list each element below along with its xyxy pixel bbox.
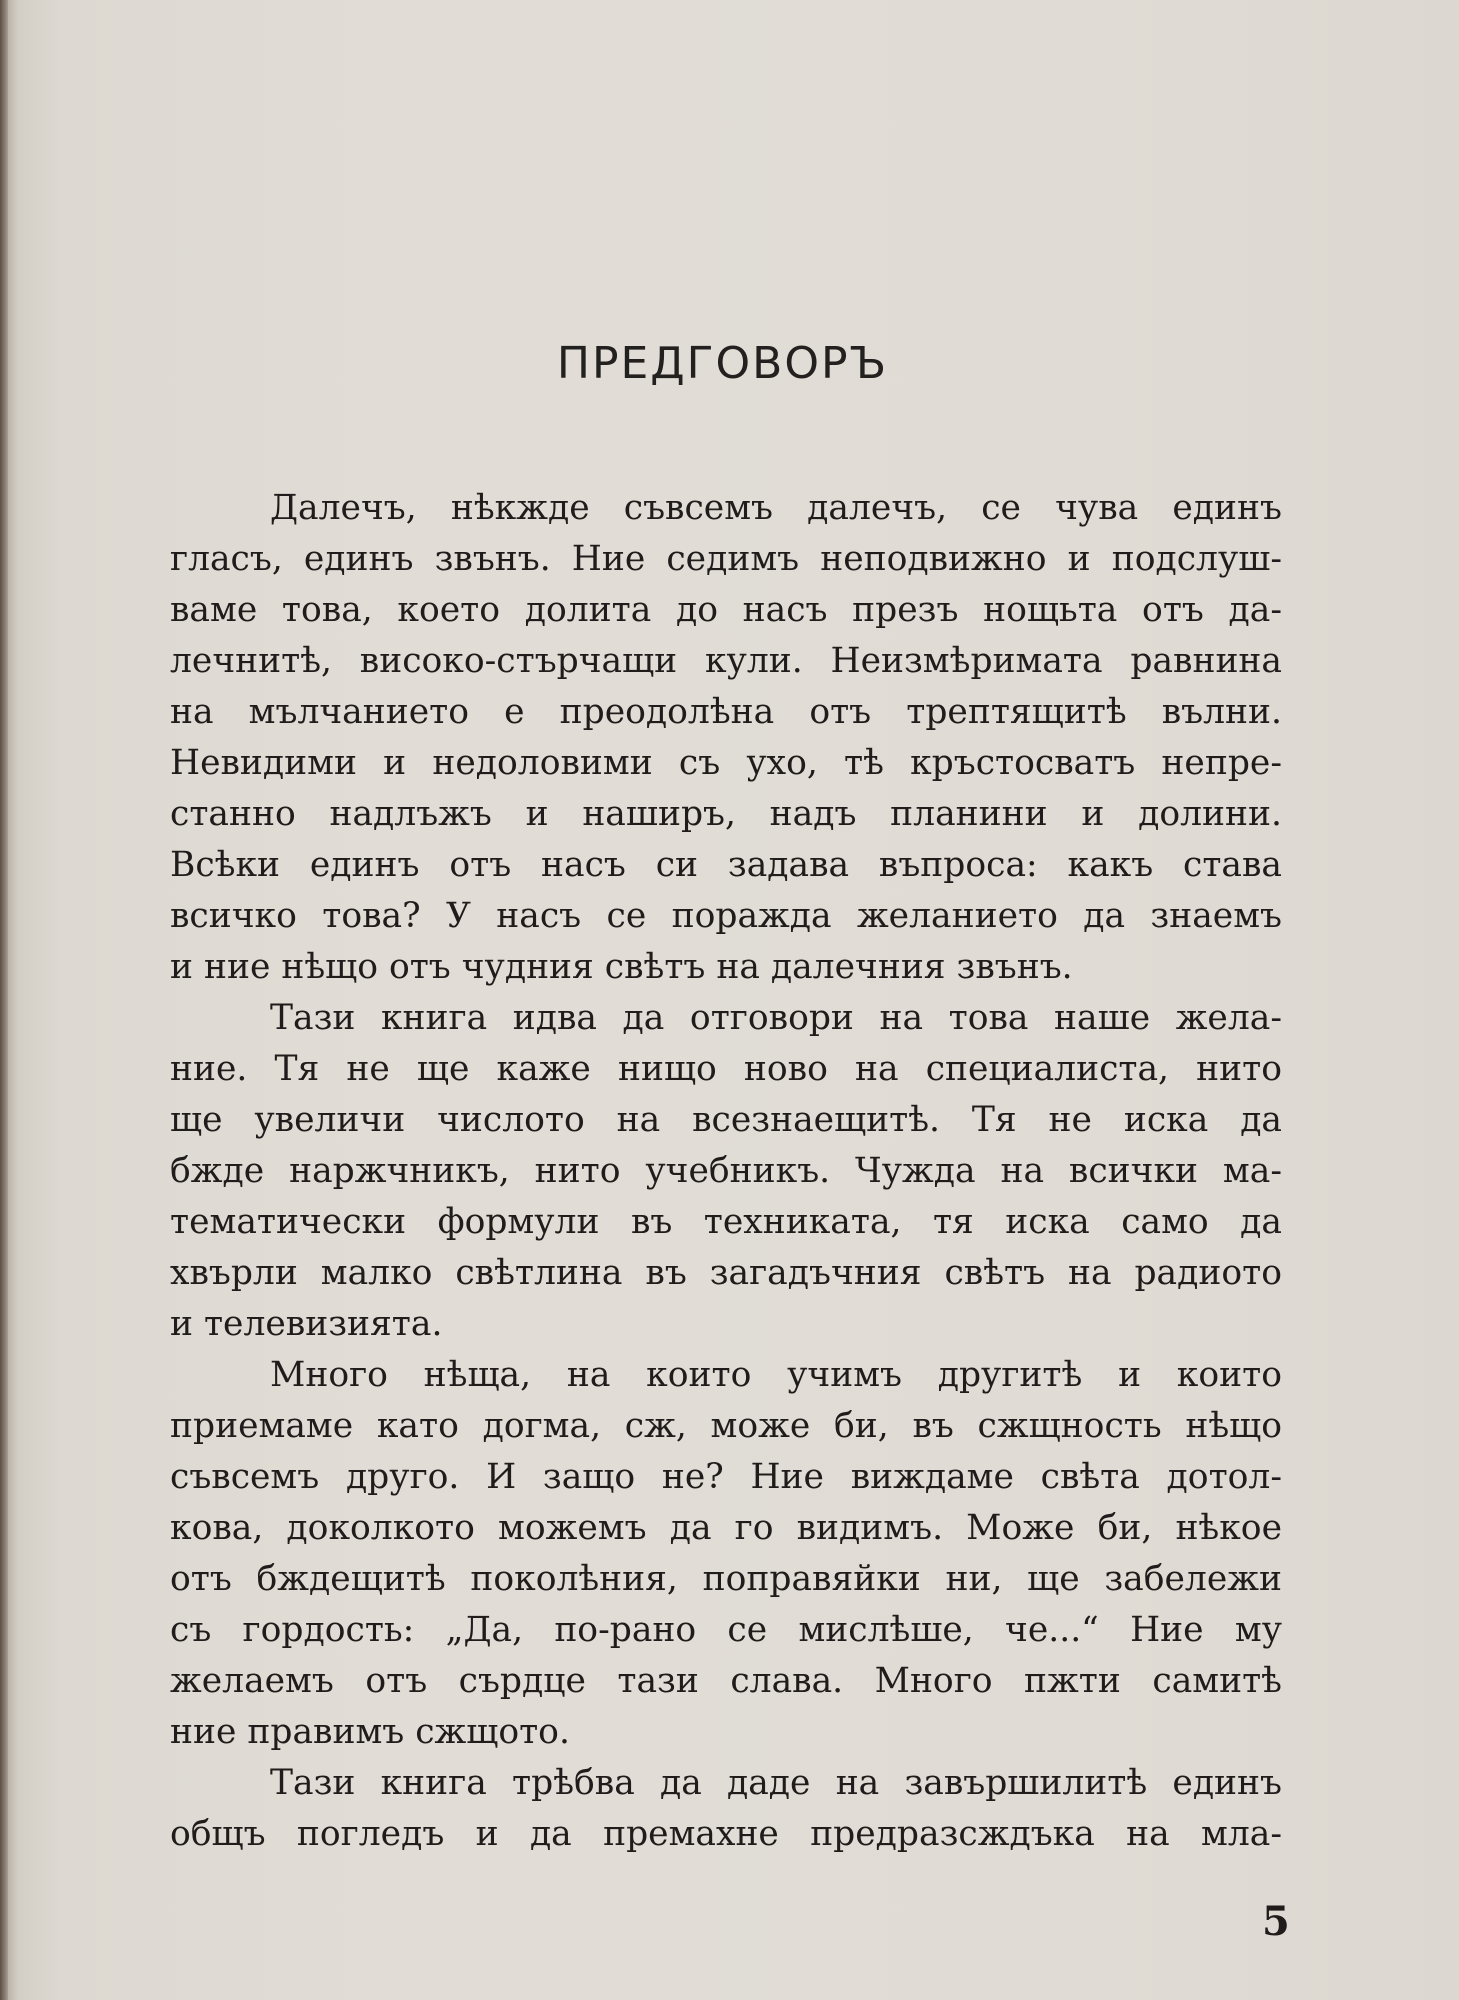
text-line: ваме това, което долита до насъ презъ нощьта отъ да- (170, 590, 1282, 630)
text-line: Тази книга идва да отговори на това наше жела- (270, 998, 1282, 1038)
text-line: бжде наржчникъ, нито учебникъ. Чужда на всички ма- (170, 1151, 1282, 1191)
text-line: Невидими и недоловими съ ухо, тѣ кръстосватъ непре- (170, 743, 1282, 783)
text-line: хвърли малко свѣтлина въ загадъчния свѣтъ на радиото (170, 1253, 1282, 1293)
text-line: общъ погледъ и да премахне предразсждъка на мла- (170, 1814, 1282, 1854)
preface-body (170, 483, 1282, 1860)
text-line: желаемъ отъ сърдце тази слава. Много пжти самитѣ (170, 1661, 1282, 1701)
page-number: 5 (1262, 1898, 1290, 1945)
text-line: и ние нѣщо отъ чудния свѣтъ на далечния звънъ. (170, 947, 1073, 987)
text-line: съвсемъ друго. И защо не? Ние виждаме свѣта дотол- (170, 1457, 1282, 1497)
text-line: съ гордость: „Да, по-рано се мислѣше, че...“ Ние му (170, 1610, 1282, 1650)
text-line: и телевизията. (170, 1304, 443, 1344)
text-line: Тази книга трѣбва да даде на завършилитѣ единъ (270, 1763, 1282, 1803)
text-line: тематически формули въ техниката, тя иска само да (170, 1202, 1282, 1242)
text-line: Далечъ, нѣкжде съвсемъ далечъ, се чува единъ (270, 488, 1282, 528)
paragraph-4 (170, 1758, 1282, 1860)
paragraph-2 (170, 993, 1282, 1350)
text-line: лечнитѣ, високо-стърчащи кули. Неизмѣримата равнина (170, 641, 1282, 681)
text-line: ние правимъ сжщото. (170, 1712, 570, 1752)
text-line: отъ бждещитѣ поколѣния, поправяйки ни, ще забележи (170, 1559, 1282, 1599)
text-line: гласъ, единъ звънъ. Ние седимъ неподвижно и подслуш- (170, 539, 1282, 579)
text-line: на мълчанието е преодолѣна отъ трептящитѣ вълни. (170, 692, 1282, 732)
text-line: Всѣки единъ отъ насъ си задава въпроса: какъ става (170, 845, 1282, 885)
text-line: кова, доколкото можемъ да го видимъ. Може би, нѣкое (170, 1508, 1282, 1548)
text-line: ще увеличи числото на всезнаещитѣ. Тя не иска да (170, 1100, 1282, 1140)
text-line: ние. Тя не ще каже нищо ново на специалиста, нито (170, 1049, 1282, 1089)
page-title: ПРЕДГОВОРЪ (556, 338, 889, 389)
paragraph-3 (170, 1350, 1282, 1758)
text-line: станно надлъжъ и наширъ, надъ планини и долини. (170, 794, 1282, 834)
text-line: всичко това? У насъ се поражда желанието да знаемъ (170, 896, 1282, 936)
text-line: Много нѣща, на които учимъ другитѣ и които (270, 1355, 1282, 1395)
paragraph-1 (170, 483, 1282, 993)
text-line: приемаме като догма, сж, може би, въ сжщность нѣщо (170, 1406, 1282, 1446)
page-binding-edge (0, 0, 8, 2000)
